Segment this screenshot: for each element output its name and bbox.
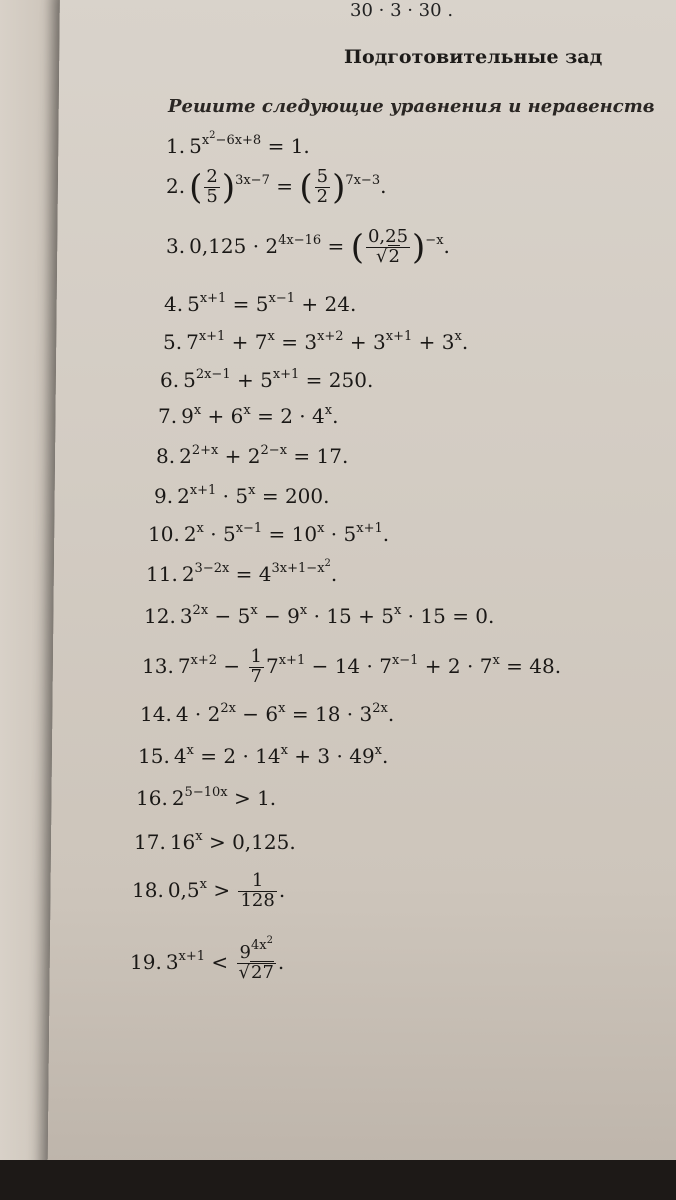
problem-18: 18. $0,5^x$ > $\frac{1}{128}$ . <box>132 870 286 911</box>
problem-5: 5. $7^{x+1} + 7^x = 3^{x+2} + 3^{x+1} + 3^x$. <box>163 329 469 354</box>
problem-3: 3. $0,125 \cdot 2^{4x-16}$ = ( $\frac{0,25}{√2}$ )$^{-x}$. <box>166 226 450 268</box>
problem-9: 9. $2^{x+1} \cdot 5^x = 200$. <box>154 483 330 508</box>
problem-16: 16. $2^{5-10x} > 1$. <box>136 785 277 810</box>
problem-14: 14. $4 \cdot 2^{2x} - 6^x = 18 \cdot 3^{2x}$. <box>140 701 395 726</box>
problem-15: 15. $4^x = 2 \cdot 14^x + 3 \cdot 49^x$. <box>138 743 389 768</box>
problem-6: 6. $5^{2x-1} + 5^{x+1} = 250$. <box>160 367 374 392</box>
problem-7: 7. $9^x + 6^x = 2 \cdot 4^x$. <box>158 403 339 428</box>
problem-8: 8. $2^{2+x} + 2^{2-x} = 17$. <box>156 443 349 468</box>
section-title: Подготовительные зад <box>344 46 603 68</box>
problem-1: 1. $5^{x^2-6x+8} = 1$. <box>166 130 310 158</box>
problem-12: 12. $3^{2x} - 5^x - 9^x \cdot 15 + 5^x \cdot 15 = 0$. <box>144 603 495 628</box>
problem-10: 10. $2^x \cdot 5^{x-1} = 10^x \cdot 5^{x+1}$. <box>148 521 390 546</box>
problem-19: 19. $3^{x+1}$ < $\frac{9^{4x^2}}{√27}$ . <box>130 935 285 983</box>
instruction-text: Решите следующие уравнения и неравенств <box>168 96 655 117</box>
problem-17: 17. $16^x > 0,125$. <box>134 829 296 854</box>
top-cut-text: 30 · 3 · 30 . <box>350 0 454 21</box>
problem-2: 2. ( $\frac{2}{5}$ )$^{3x-7}$ = ( $\frac{5}{2}$ )$^{7x-3}$. <box>166 166 387 208</box>
problem-13: 13. $7^{x+2}$ − $\frac{1}{7}$ $7^{x+1} - 14 \cdot 7^{x-1} + 2 \cdot 7^x = 48$. <box>142 646 562 687</box>
problem-11: 11. $2^{3-2x} = 4^{3x+1-x^2}$. <box>146 558 338 586</box>
problem-4: 4. $5^{x+1} = 5^{x-1} + 24$. <box>164 291 357 316</box>
desk-bottom <box>0 1160 676 1200</box>
